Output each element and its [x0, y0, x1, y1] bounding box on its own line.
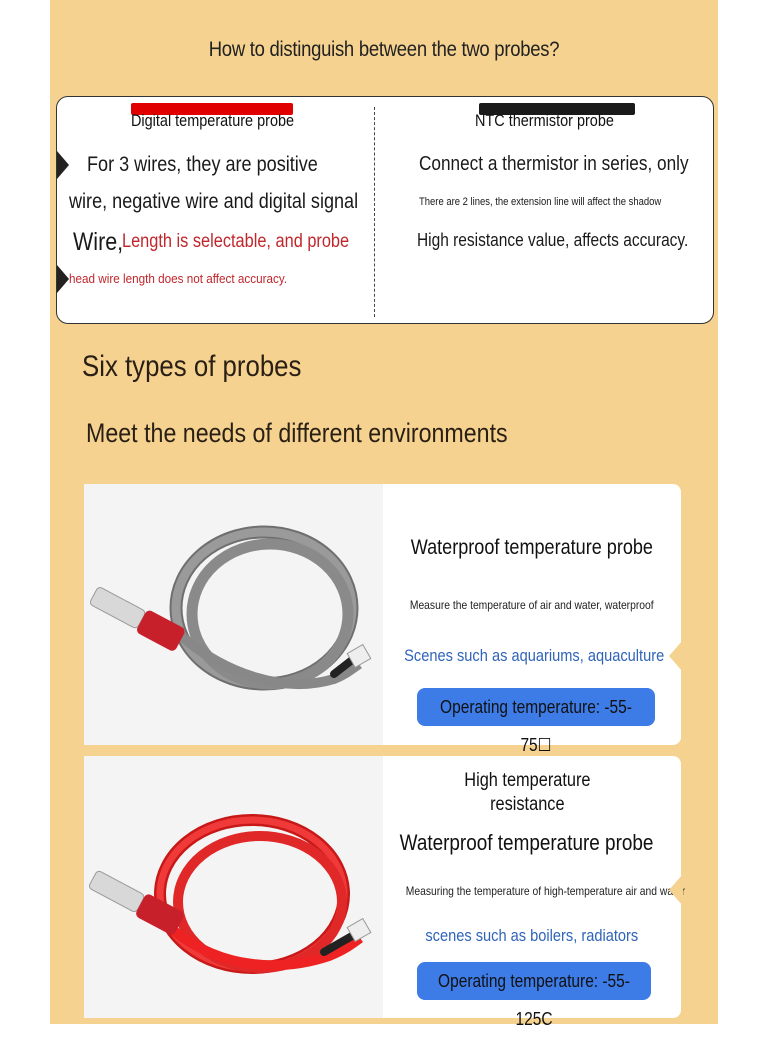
digital-line-3: Wire,	[73, 228, 124, 256]
red-probe-description: Measuring the temperature of high-temperature air and water	[405, 884, 686, 898]
grey-probe-scenes: Scenes such as aquariums, aquaculture	[404, 646, 665, 665]
digital-line-4: Length is selectable, and probe	[122, 231, 350, 252]
digital-line-2: wire, negative wire and digital signal	[69, 190, 359, 213]
red-operating-badge	[417, 962, 651, 1029]
digital-line-5: head wire length does not affect accuracy.	[69, 271, 288, 286]
grey-probe-title: Waterproof temperature probe	[410, 536, 654, 559]
edge-notch	[669, 874, 683, 906]
ntc-line-3: High resistance value, affects accuracy.	[417, 230, 689, 250]
red-probe-photo	[84, 756, 383, 1018]
red-probe-pre-title-2: resistance	[489, 794, 565, 815]
digital-probe-title: Digital temperature probe	[131, 111, 295, 130]
red-probe-title: Waterproof temperature probe	[400, 830, 654, 855]
red-probe-pre-title: High temperature	[463, 770, 591, 791]
arrow-marker-icon	[57, 265, 69, 293]
ntc-line-2: There are 2 lines, the extension line will affect the shadow	[419, 196, 662, 208]
grey-cable-probe-icon	[84, 484, 383, 745]
grey-probe-description: Measure the temperature of air and water, waterproof	[410, 598, 654, 612]
grey-probe-info	[383, 484, 681, 755]
page-heading: How to distinguish between the two probes?	[208, 38, 560, 61]
red-cable-probe-icon	[84, 756, 383, 1018]
grey-probe-photo	[84, 484, 383, 745]
six-types-title: Six types of probes	[82, 350, 302, 383]
grey-operating-temperature: Operating temperature: -55-75☐	[440, 697, 632, 755]
needs-title: Meet the needs of different environments	[86, 418, 508, 448]
digital-line-1: For 3 wires, they are positive	[87, 153, 318, 176]
edge-notch	[669, 640, 683, 672]
grey-operating-badge	[417, 688, 655, 755]
ntc-line-1: Connect a thermistor in series, only	[419, 153, 689, 175]
ntc-probe-title: NTC thermistor probe	[475, 111, 614, 130]
product-card-grey	[84, 484, 681, 755]
red-operating-temperature: Operating temperature: -55-125C	[438, 971, 630, 1029]
product-page	[50, 0, 718, 1029]
dashed-divider	[374, 107, 375, 317]
product-card-red	[84, 756, 686, 1029]
red-probe-scenes: scenes such as boilers, radiators	[425, 926, 639, 945]
red-probe-info	[383, 756, 686, 1029]
comparison-box	[56, 96, 714, 324]
arrow-marker-icon	[57, 151, 69, 179]
